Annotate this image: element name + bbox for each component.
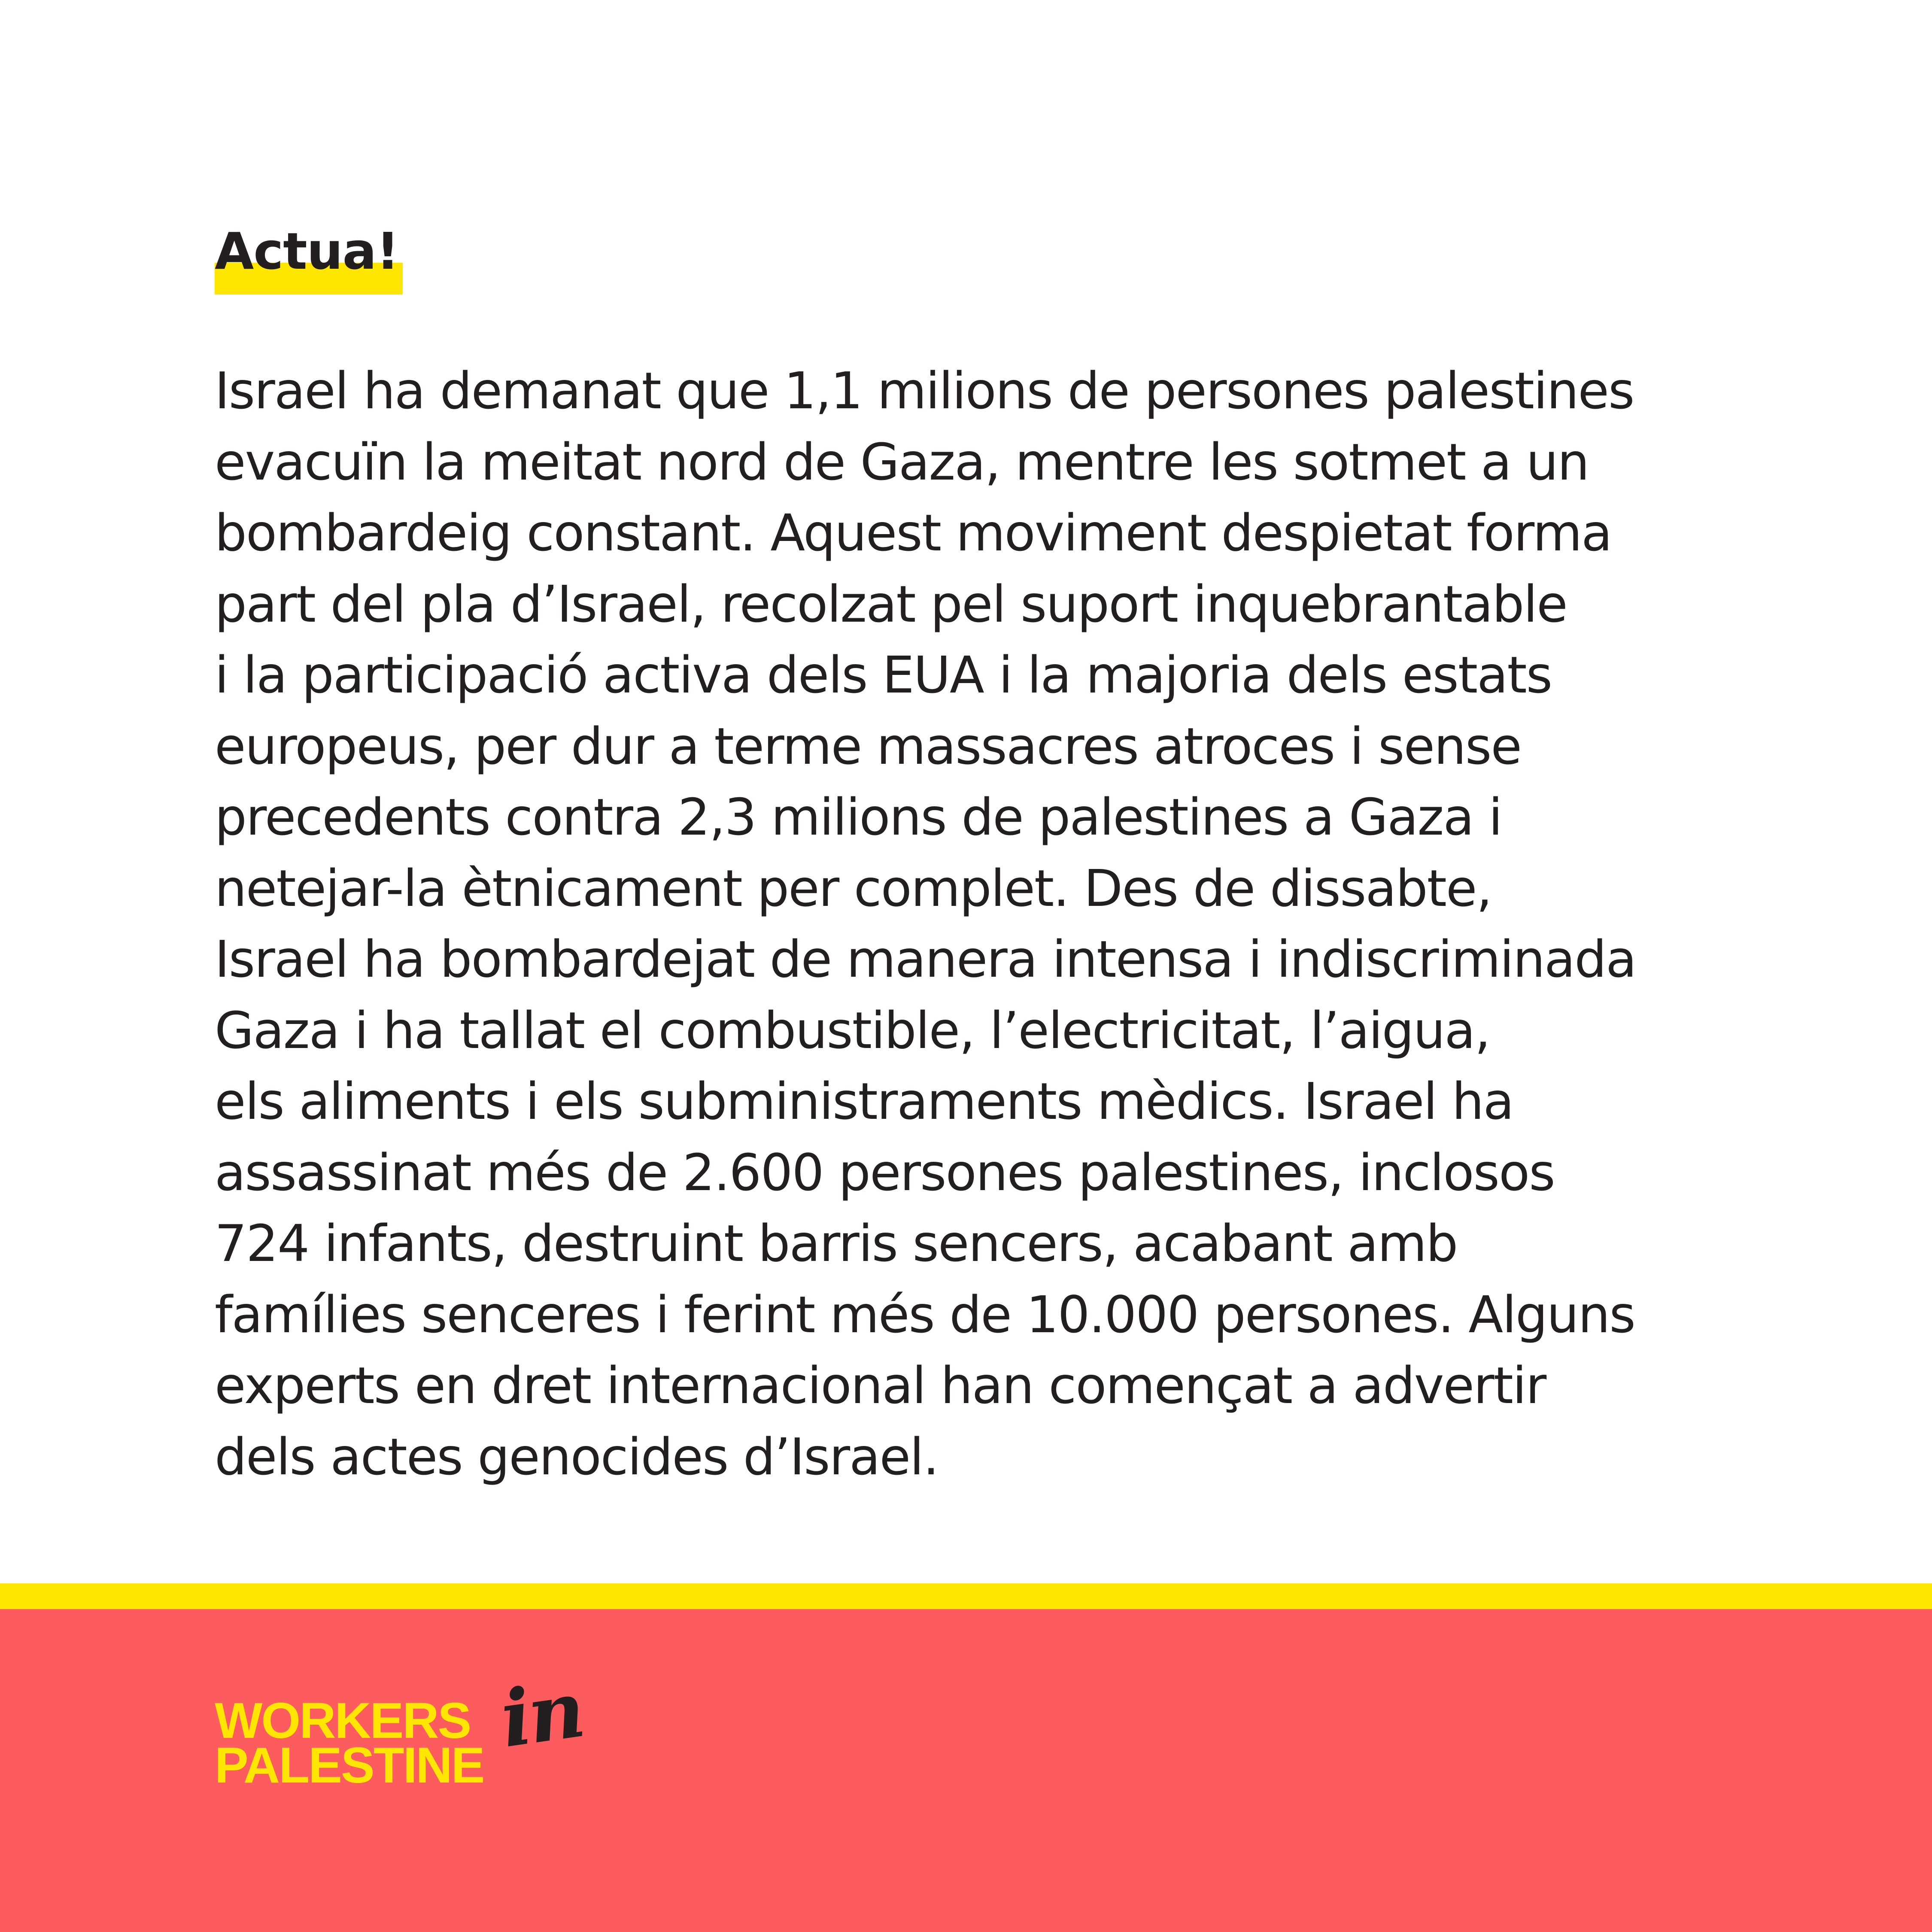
body-line: evacuïn la meitat nord de Gaza, mentre les sotmet a un — [215, 432, 1589, 492]
logo-word-palestine: PALESTINE — [215, 1737, 484, 1794]
logo-word-workers: WORKERS — [215, 1692, 471, 1749]
workers-in-palestine-logo — [215, 1664, 601, 1815]
body-line: assassinat més de 2.600 persones palestines, inclosos — [215, 1142, 1555, 1202]
yellow-divider-stripe — [0, 1583, 1932, 1609]
body-line: Gaza i ha tallat el combustible, l’electricitat, l’aigua, — [215, 1000, 1490, 1060]
body-line: europeus, per dur a terme massacres atroces i sense — [215, 716, 1521, 776]
body-line: netejar-la ètnicament per complet. Des de dissabte, — [215, 858, 1492, 918]
heading-block — [215, 215, 399, 296]
page-title: Actua! — [215, 222, 399, 281]
body-line: dels actes genocides d’Israel. — [215, 1427, 939, 1486]
body-line: experts en dret internacional han començat a advertir — [215, 1356, 1546, 1415]
footer-band — [0, 1609, 1932, 1932]
body-line: 724 infants, destruint barris sencers, acabant amb — [215, 1214, 1458, 1273]
body-line: els aliments i els subministraments mèdics. Israel ha — [215, 1072, 1513, 1131]
body-paragraph — [215, 355, 1760, 1492]
body-line: famílies senceres i ferint més de 10.000 persones. Alguns — [215, 1285, 1635, 1344]
body-line: i la participació activa dels EUA i la majoria dels estats — [215, 645, 1552, 705]
body-line: part del pla d’Israel, recolzat pel suport inquebrantable — [215, 574, 1567, 634]
body-line: bombardeig constant. Aquest moviment despietat forma — [215, 503, 1612, 562]
logo-word-in: in — [495, 1664, 588, 1765]
body-line: Israel ha demanat que 1,1 milions de persones palestines — [215, 361, 1634, 420]
body-line: Israel ha bombardejat de manera intensa i indiscriminada — [215, 930, 1636, 989]
body-line: precedents contra 2,3 milions de palestines a Gaza i — [215, 787, 1502, 847]
